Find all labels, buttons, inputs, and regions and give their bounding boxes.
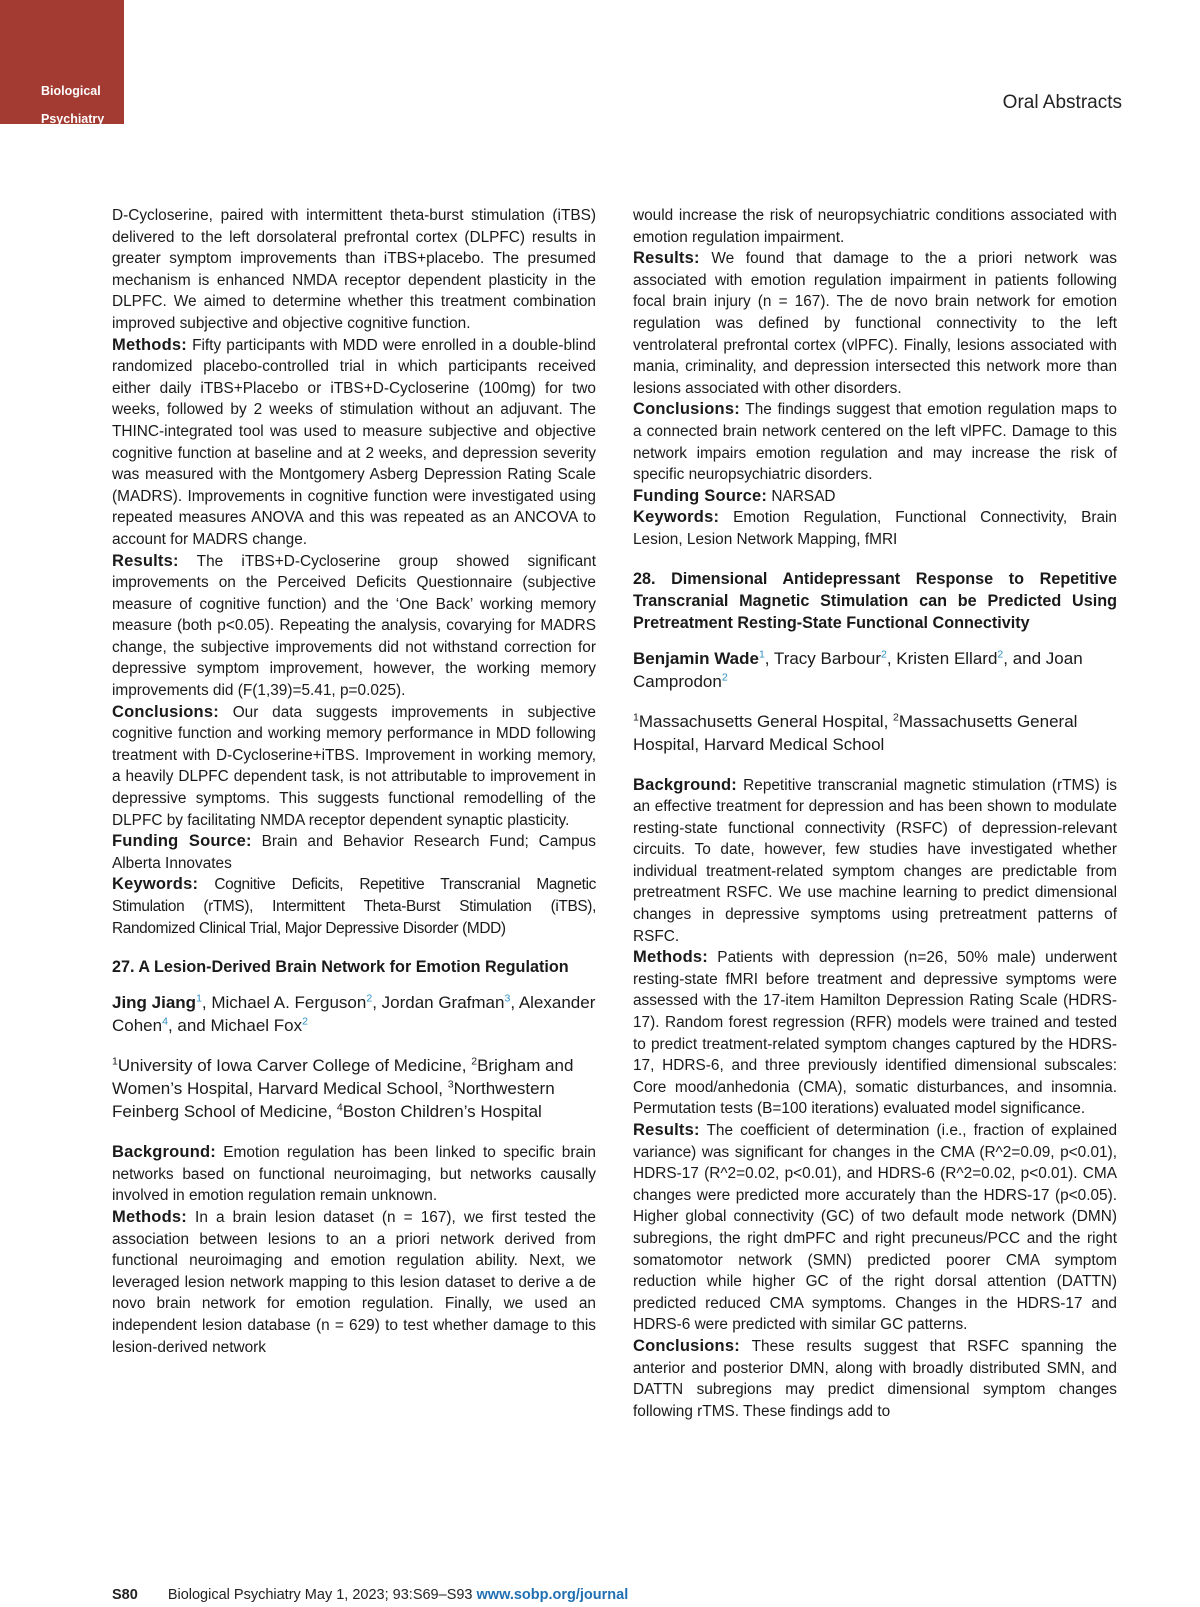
abstract-28-affiliations: $^1$Massachusetts General Hospital, $^2$Massachusetts General Hospital, Harvard Medical School xyxy=(633,710,1078,754)
results-label: Results: xyxy=(633,1121,700,1139)
funding-paragraph: Funding Source: Brain and Behavior Research Fund; Campus Alberta Innovates xyxy=(112,832,596,872)
section-title: Oral Abstracts xyxy=(1002,92,1122,113)
page-number: S80 xyxy=(112,1587,138,1603)
methods-paragraph: Methods: Fifty participants with MDD were enrolled in a double-blind randomized placebo-controlled trial in which participants received either daily iTBS+Placebo or iTBS+D-Cycloserine (100mg) for two weeks, followed by 2 weeks of stimulation without an adjuvant. The THINC-integrated tool was used to measure subjective and objective cognitive function at baseline and at 2 weeks, and depression severity was measured with the Montgomery Asberg Depression Rating Scale (MADRS). Improvements in cognitive function were investigated using repeated measures ANOVA and this was repeated as an ANCOVA to account for MADRS change. xyxy=(112,335,596,548)
abstract-27-results: Results: We found that damage to the a priori network was associated with emotion regulation impairment in patients following focal brain injury (n = 167). The de novo brain network for emotion regulation was defined by functional connectivity to the left ventrolateral prefrontal cortex (vlPFC). Finally, lesions associated with mania, criminality, and depression intersected this network more than lesions associated with other disorders. xyxy=(633,249,1117,397)
journal-tab xyxy=(0,0,124,124)
results-paragraph: Results: The iTBS+D-Cycloserine group showed significant improvements on the Perceived Deficits Questionnaire (subjective measure of cognitive function) and the ‘One Back’ working memory measure (both p<0.05). Repeating the analysis, covarying for MADRS change, the subjective improvements did not withstand correction for depressive symptom improvement, however, the working memory improvements did (F(1,39)=5.41, p=0.025). xyxy=(112,551,596,700)
conclusions-paragraph: Conclusions: Our data suggests improvements in subjective cognitive function and working memory performance in MDD following treatment with D-Cycloserine+iTBS. Improvement in working memory, a heavily DLPFC dependent task, is not attributable to improvement in depressive symptoms. This suggests functional remodelling of the DLPFC by facilitating NMDA receptor dependent synaptic plasticity. xyxy=(112,702,596,829)
funding-label: Funding Source: xyxy=(112,832,252,851)
keywords-label: Keywords: xyxy=(633,508,720,527)
background-label: Background: xyxy=(633,775,737,794)
abstract-28-authors: Benjamin Wade$^1$, Tracy Barbour$^2$, Kristen Ellard$^2$, and Joan Camprodon$^2$ xyxy=(633,647,1083,691)
methods-label: Methods: xyxy=(112,1207,187,1226)
journal-url[interactable]: www.sobp.org/journal xyxy=(476,1587,629,1603)
abstract-28-results: Results: The coefficient of determination (i.e., fraction of explained variance) was significant for changes in the CMA (R^2=0.09, p<0.01), HDRS-17 (R^2=0.02, p<0.01), and HDRS-6 (R^2=0.02, p<0.01). CMA changes were predicted more accurately than the HDRS-17 (p<0.05). Higher global connectivity (GC) of two default mode network (DMN) subregions, the right dmPFC and right precuneus/PCC and the right somatomotor network (SMN) predicted poorer CMA symptom reduction while higher GC of the right dorsal attention (DATTN) predicted reduced CMA symptoms. Changes in the HDRS-17 and HDRS-6 were predicted with similar GC patterns. xyxy=(633,1121,1117,1334)
keywords-label: Keywords: xyxy=(112,875,199,894)
abstract-28-background: Background: Repetitive transcranial magnetic stimulation (rTMS) is an effective treatment for depression and has been shown to modulate resting-state functional connectivity (RSFC) of depression-relevant circuits. To date, however, few studies have investigated whether individual treatment-related symptom changes are predictable from pretreatment RSFC. We use machine learning to predict dimensional changes in depressive symptoms using pretreatment patterns of RSFC. xyxy=(633,775,1117,945)
abstract-27-keywords: Keywords: Emotion Regulation, Functional Connectivity, Brain Lesion, Lesion Network Mapping, fMRI xyxy=(633,508,1117,548)
methods-label: Methods: xyxy=(112,335,187,354)
results-label: Results: xyxy=(633,249,700,268)
abstract-27-background: Background: Emotion regulation has been linked to specific brain networks based on functional neuroimaging, but networks causally involved in emotion regulation remain unknown. xyxy=(112,1143,596,1205)
journal-name: Biological Psychiatry xyxy=(41,84,105,126)
results-label: Results: xyxy=(112,551,179,570)
abstract-27-methods: Methods: In a brain lesion dataset (n = 167), we first tested the association between lesions to an a priori network derived from functional neuroimaging and emotion regulation ability. Next, we leveraged lesion network mapping to this lesion dataset to derive a de novo brain network for emotion regulation. Finally, we used an independent lesion database (n = 629) to test whether damage to this lesion-derived network xyxy=(112,1207,596,1356)
conclusions-label: Conclusions: xyxy=(633,400,740,419)
abstract-27-authors: Jing Jiang$^1$, Michael A. Ferguson$^2$, Jordan Grafman$^3$, Alexander Cohen$^4$, and Michael Fox$^2$ xyxy=(112,992,596,1036)
abstract-28-title: 28. Dimensional Antidepressant Response to Repetitive Transcranial Magnetic Stimulation can be Predicted Using Pretreatment Resting-State Functional Connectivity xyxy=(633,569,1117,632)
citation: Biological Psychiatry May 1, 2023; 93:S69–S93 xyxy=(167,1587,477,1603)
funding-label: Funding Source: xyxy=(633,486,768,505)
abstract-28-methods: Methods: Patients with depression (n=26, 50% male) underwent resting-state fMRI before treatment and depressive symptoms were assessed with the 17-item Hamilton Depression Rating Scale (HDRS-17). Random forest regression (RFR) models were trained and tested to predict treatment-related symptom changes captured by the HDRS-17, HDRS-6, and three previously identified dimensional subscales: Core mood/anhedonia (CMA), somatic disturbances, and insomnia. Permutation tests (B=100 iterations) evaluated model significance. xyxy=(633,948,1117,1118)
conclusions-label: Conclusions: xyxy=(633,1336,740,1355)
abstract-continuation: D-Cycloserine, paired with intermittent theta-burst stimulation (iTBS) delivered to the left dorsolateral prefrontal cortex (DLPFC) results in greater symptom improvements than iTBS+placebo. The presumed mechanism is enhanced NMDA receptor dependent plasticity in the DLPFC. We aimed to determine whether this treatment combination improved subjective and objective cognitive function. xyxy=(112,207,596,332)
left-column xyxy=(112,205,596,1358)
abstract-27-continuation: would increase the risk of neuropsychiatric conditions associated with emotion regulation impairment. xyxy=(633,207,1117,246)
abstract-27-affiliations: $^1$University of Iowa Carver College of Medicine, $^2$Brigham and Women’s Hospital, Harvard Medical School, $^3$Northwestern Feinberg School of Medicine, $^4$Boston Children’s Hospital xyxy=(112,1055,574,1122)
methods-label: Methods: xyxy=(633,948,708,967)
conclusions-label: Conclusions: xyxy=(112,702,219,721)
background-label: Background: xyxy=(112,1143,216,1162)
keywords-paragraph: Keywords: Cognitive Deficits, Repetitive Transcranial Magnetic Stimulation (rTMS), Intermittent Theta-Burst Stimulation (iTBS), Randomized Clinical Trial, Major Depressive Disorder (MDD) xyxy=(112,875,596,937)
abstract-28-conclusions: Conclusions: These results suggest that RSFC spanning the anterior and posterior DMN, along with broadly distributed SMN, and DATTN subregions may predict dimensional symptom changes following rTMS. These findings add to xyxy=(633,1336,1117,1420)
abstract-27-funding: Funding Source: NARSAD xyxy=(633,486,836,505)
abstract-27-title: 27. A Lesion-Derived Brain Network for Emotion Regulation xyxy=(112,958,569,977)
page-footer xyxy=(112,1587,628,1603)
abstract-27-conclusions: Conclusions: The findings suggest that emotion regulation maps to a connected brain network centered on the left vlPFC. Damage to this network impairs emotion regulation and may increase the risk of specific neuropsychiatric disorders. xyxy=(633,400,1117,484)
right-column xyxy=(633,205,1117,1422)
